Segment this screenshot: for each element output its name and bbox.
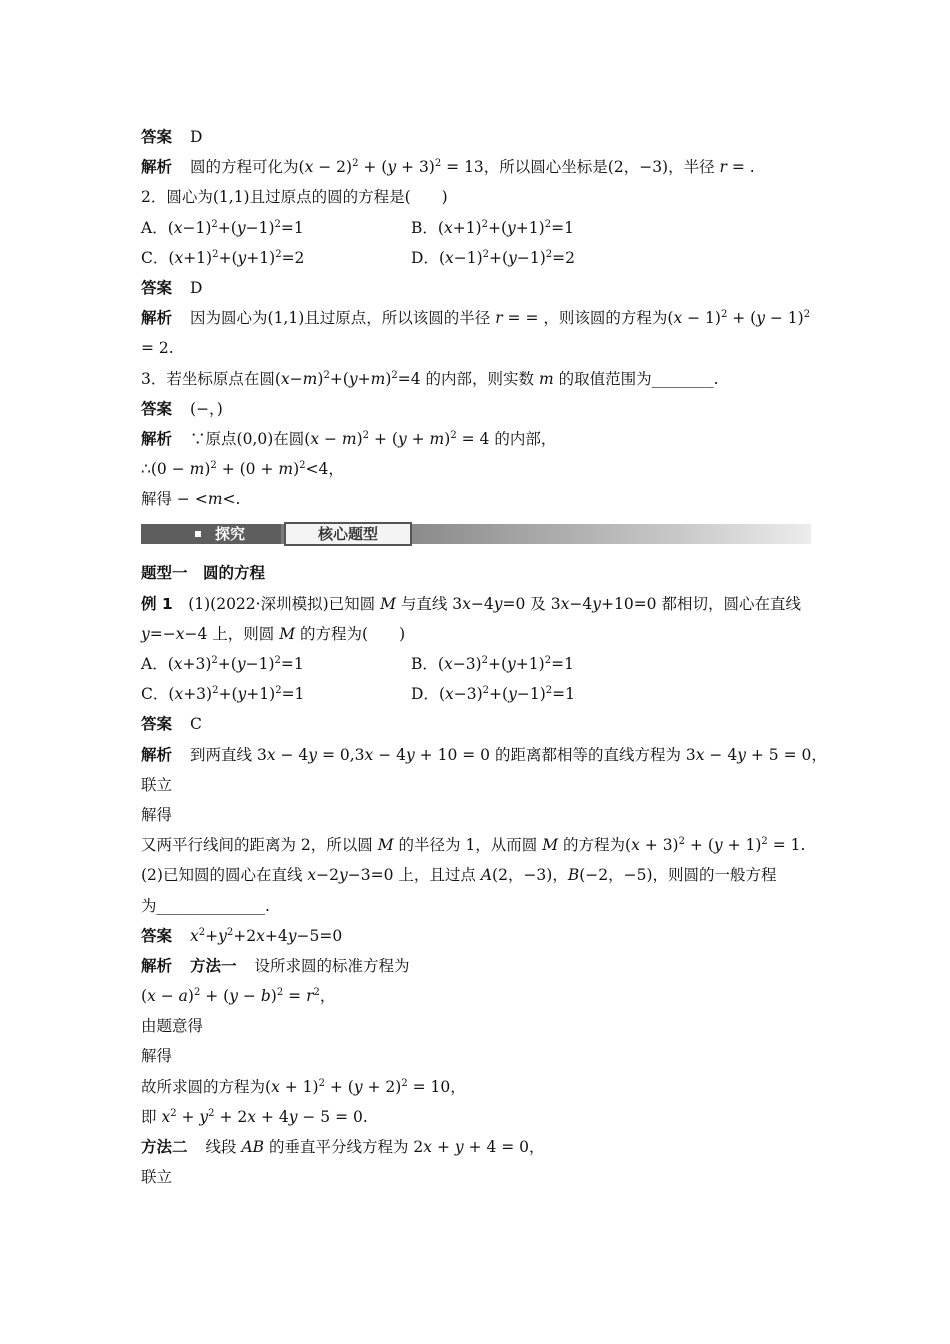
option-a: A．$(x+3)^2+(y-1)^2=1$ bbox=[141, 655, 304, 674]
option-b: B．$(x-3)^2+(y+1)^2=1$ bbox=[411, 655, 574, 674]
question-stem: 2．圆心为(1,1)且过原点的圆的方程是( ) bbox=[141, 188, 448, 207]
option-c: C．$(x+3)^2+(y+1)^2=1$ bbox=[141, 685, 305, 704]
analysis-continuation: = 2. bbox=[141, 339, 174, 358]
option-c: C．$(x+1)^2+(y+1)^2=2$ bbox=[141, 248, 305, 267]
option-b: B．$(x+1)^2+(y+1)^2=1$ bbox=[411, 218, 574, 237]
analysis-line: 即 $x^2 + y^2 + 2x + 4y - 5 = 0$. bbox=[141, 1107, 368, 1126]
analysis-line: 解析 圆的方程可化为$(x - 2)^2 + (y + 3)^2 = 13$，所以圆心坐标是(2，−3)，半径 r = . bbox=[141, 158, 755, 177]
square-icon bbox=[195, 531, 201, 537]
answer-line: 答案 C bbox=[141, 715, 202, 734]
section-banner bbox=[141, 518, 811, 550]
analysis-line: 又两平行线间的距离为 2，所以圆 M 的半径为 1，从而圆 M 的方程为$(x + 3)^2 + (y + 1)^2 = 1$. bbox=[141, 836, 806, 855]
analysis-line: 解析 到两直线 3x − 4y = 0,3x − 4y + 10 = 0 的距离都相等的直线方程为 3x − 4y + 5 = 0， bbox=[141, 745, 827, 764]
analysis-line: 解得 bbox=[141, 805, 173, 824]
section-title: 题型一 圆的方程 bbox=[141, 564, 266, 583]
answer-line: 答案 (−，) bbox=[141, 399, 223, 418]
option-d: D．$(x-1)^2+(y-1)^2=2$ bbox=[411, 248, 575, 267]
analysis-line: 方法二 线段 AB 的垂直平分线方程为 2x + y + 4 = 0， bbox=[141, 1138, 545, 1157]
banner-right: 核心题型 bbox=[284, 522, 412, 546]
answer-line: 答案 D bbox=[141, 278, 203, 297]
analysis-line: 联立 bbox=[141, 775, 173, 794]
analysis-line: 解析 因为圆心为(1,1)且过原点，所以该圆的半径 r = = ，则该圆的方程为$(x - 1)^2 + (y - 1)^2$ bbox=[141, 309, 811, 328]
analysis-line: ∴(0 − $m)^2 + (0 + m)^2<4$， bbox=[141, 460, 344, 479]
option-row bbox=[141, 213, 811, 243]
analysis-line: 联立 bbox=[141, 1168, 173, 1187]
option-row bbox=[141, 679, 811, 709]
analysis-line: 解得 bbox=[141, 1047, 173, 1066]
example-stem: y=−x−4 上，则圆 M 的方程为( ) bbox=[141, 624, 406, 643]
question-stem: 3．若坐标原点在圆$(x-m)^2+(y+m)^2=4$ 的内部，则实数 m 的取值范围为________. bbox=[141, 369, 719, 388]
analysis-line: 解得 − <m<. bbox=[141, 490, 241, 509]
banner-left: 探究 bbox=[141, 524, 281, 544]
example-stem: (2)已知圆的圆心在直线 x−2y−3=0 上，且过点 A(2，−3)，B(−2，−5)，则圆的一般方程 bbox=[141, 866, 777, 885]
option-row bbox=[141, 243, 811, 273]
option-a: A．$(x-1)^2+(y-1)^2=1$ bbox=[141, 218, 304, 237]
answer-line: 答案 D bbox=[141, 128, 203, 146]
answer-line: 答案 $x^2+y^2+2x+4y-5=0$ bbox=[141, 926, 343, 945]
example-stem: 例 1 (1)(2022·深圳模拟)已知圆 M 与直线 3x−4y=0 及 3x−4y+10=0 都相切，圆心在直线 bbox=[141, 594, 801, 613]
example-stem: 为______________. bbox=[141, 896, 270, 915]
analysis-line: 由题意得 bbox=[141, 1017, 204, 1036]
analysis-line: 故所求圆的方程为$(x + 1)^2 + (y + 2)^2 = 10$， bbox=[141, 1077, 466, 1096]
analysis-line: 解析 方法一 设所求圆的标准方程为 bbox=[141, 956, 410, 975]
analysis-line: 解析 ∵原点(0,0)在圆$(x - m)^2 + (y + m)^2 = 4$ 的内部， bbox=[141, 429, 557, 448]
analysis-line: $(x - a)^2 + (y - b)^2 = r^2$， bbox=[141, 987, 336, 1006]
option-d: D．$(x-3)^2+(y-1)^2=1$ bbox=[411, 685, 575, 704]
document-page bbox=[141, 122, 827, 1192]
option-row bbox=[141, 649, 811, 679]
